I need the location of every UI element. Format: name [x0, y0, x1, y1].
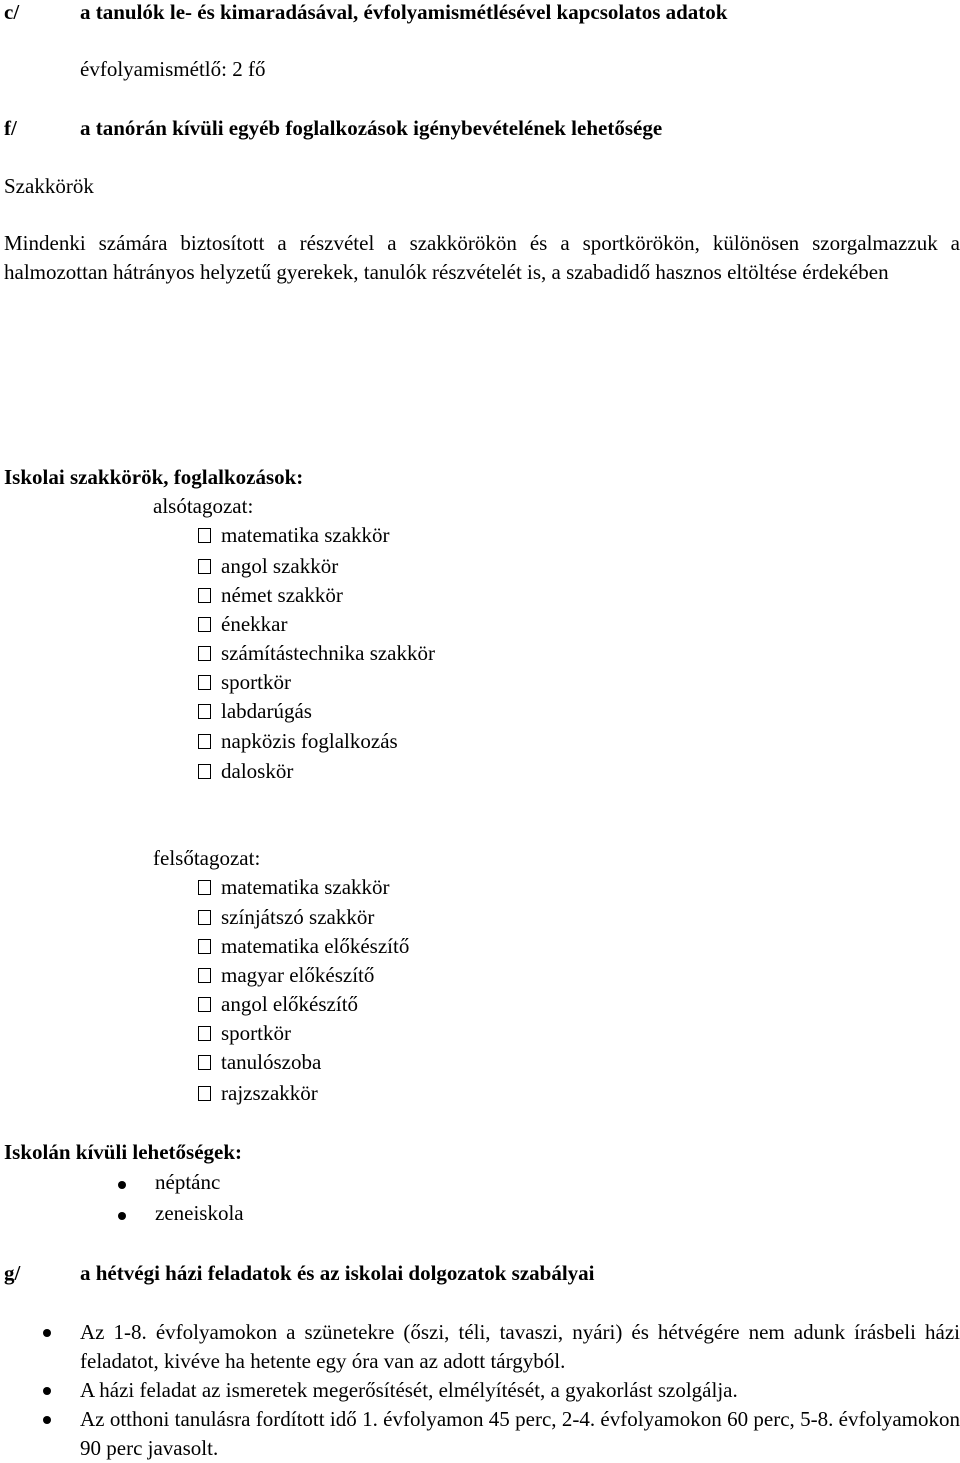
list-item	[198, 699, 312, 724]
list-item	[198, 1050, 321, 1075]
list-item-label: matematika szakkör	[221, 523, 390, 547]
checkbox-square-icon	[198, 675, 211, 690]
checkbox-square-icon	[198, 764, 211, 779]
list-item-label: sportkör	[221, 1021, 291, 1045]
list-item	[198, 612, 287, 637]
list-item-label: matematika előkészítő	[221, 934, 410, 958]
bullet-text: A házi feladat az ismeretek megerősítését, elmélyítését, a gyakorlást szolgálja.	[80, 1378, 738, 1402]
section-f-heading: a tanórán kívüli egyéb foglalkozások igénybevételének lehetősége	[80, 116, 663, 140]
list-item-label: tanulószoba	[221, 1050, 322, 1074]
list-item-label: napközis foglalkozás	[221, 729, 398, 753]
list-item	[198, 1081, 318, 1106]
bullet-icon	[118, 1212, 126, 1220]
checkbox-square-icon	[198, 617, 211, 632]
upper-grade-label: felsőtagozat:	[153, 846, 261, 870]
list-item-label: angol szakkör	[221, 554, 339, 578]
list-item	[198, 875, 390, 900]
list-item	[198, 963, 374, 988]
bullet-icon	[43, 1329, 51, 1337]
section-f-label: f/	[4, 116, 17, 140]
list-item-label: matematika szakkör	[221, 875, 390, 899]
list-item-label: számítástechnika szakkör	[221, 641, 435, 665]
section-f-paragraph: Mindenki számára biztosított a részvétel a szakkörökön és a sportkörökön, különösen szorgalmazzuk a halmozottan hátrányos helyzetű gyerekek, tanulók részvételét is, a szabadidő hasznos eltöltése érdekében	[4, 231, 960, 284]
list-item	[198, 759, 293, 784]
list-item-label: sportkör	[221, 670, 291, 694]
list-item-label: angol előkészítő	[221, 992, 359, 1016]
list-item	[198, 992, 358, 1017]
bullet-text: Az 1-8. évfolyamokon a szünetekre (őszi, téli, tavaszi, nyári) és hétvégére nem adunk írásbeli házi feladatot, kivéve ha hetente egy óra van az adott tárgyból.	[80, 1320, 960, 1373]
list-item-label: német szakkör	[221, 583, 343, 607]
list-item: zeneiskola	[155, 1201, 244, 1225]
list-item	[198, 523, 390, 548]
list-item	[198, 905, 374, 930]
section-g-heading: a hétvégi házi feladatok és az iskolai dolgozatok szabályai	[80, 1261, 595, 1285]
checkbox-square-icon	[198, 1055, 211, 1070]
checkbox-square-icon	[198, 880, 211, 895]
bullet-icon	[118, 1181, 126, 1189]
list-item-label: labdarúgás	[221, 699, 312, 723]
checkbox-square-icon	[198, 910, 211, 925]
checkbox-square-icon	[198, 646, 211, 661]
list-item	[198, 641, 435, 666]
list-item-label: színjátszó szakkör	[221, 905, 375, 929]
list-item	[198, 729, 398, 754]
list-item-label: énekkar	[221, 612, 288, 636]
list-item	[198, 1021, 291, 1046]
section-c-label: c/	[4, 0, 20, 24]
list-item: néptánc	[155, 1170, 221, 1194]
list-item-label: rajzszakkör	[221, 1081, 318, 1105]
checkbox-square-icon	[198, 1026, 211, 1041]
list-item-label: daloskör	[221, 759, 294, 783]
outside-heading: Iskolán kívüli lehetőségek:	[4, 1140, 243, 1164]
section-g-label: g/	[4, 1261, 21, 1285]
checkbox-square-icon	[198, 968, 211, 983]
bullet-text: Az otthoni tanulásra fordított idő 1. évfolyamon 45 perc, 2-4. évfolyamokon 60 perc, 5-8. évfolyamokon 90 perc javasolt.	[80, 1407, 960, 1460]
list-item-label: magyar előkészítő	[221, 963, 375, 987]
list-item	[198, 583, 343, 608]
list-item	[198, 670, 291, 695]
checkbox-square-icon	[198, 939, 211, 954]
checkbox-square-icon	[198, 528, 211, 543]
checkbox-square-icon	[198, 704, 211, 719]
bullet-icon	[43, 1416, 51, 1424]
checkbox-square-icon	[198, 588, 211, 603]
checkbox-square-icon	[198, 734, 211, 749]
list-item	[198, 554, 338, 579]
section-c-heading: a tanulók le- és kimaradásával, évfolyamismétlésével kapcsolatos adatok	[80, 0, 728, 24]
section-c-detail: évfolyamismétlő: 2 fő	[80, 57, 266, 81]
list-item	[198, 934, 409, 959]
bullet-icon	[43, 1387, 51, 1395]
school-clubs-heading: Iskolai szakkörök, foglalkozások:	[4, 465, 304, 489]
checkbox-square-icon	[198, 1086, 211, 1101]
checkbox-square-icon	[198, 997, 211, 1012]
checkbox-square-icon	[198, 559, 211, 574]
lower-grade-label: alsótagozat:	[153, 494, 254, 518]
section-f-subheading: Szakkörök	[4, 174, 94, 198]
